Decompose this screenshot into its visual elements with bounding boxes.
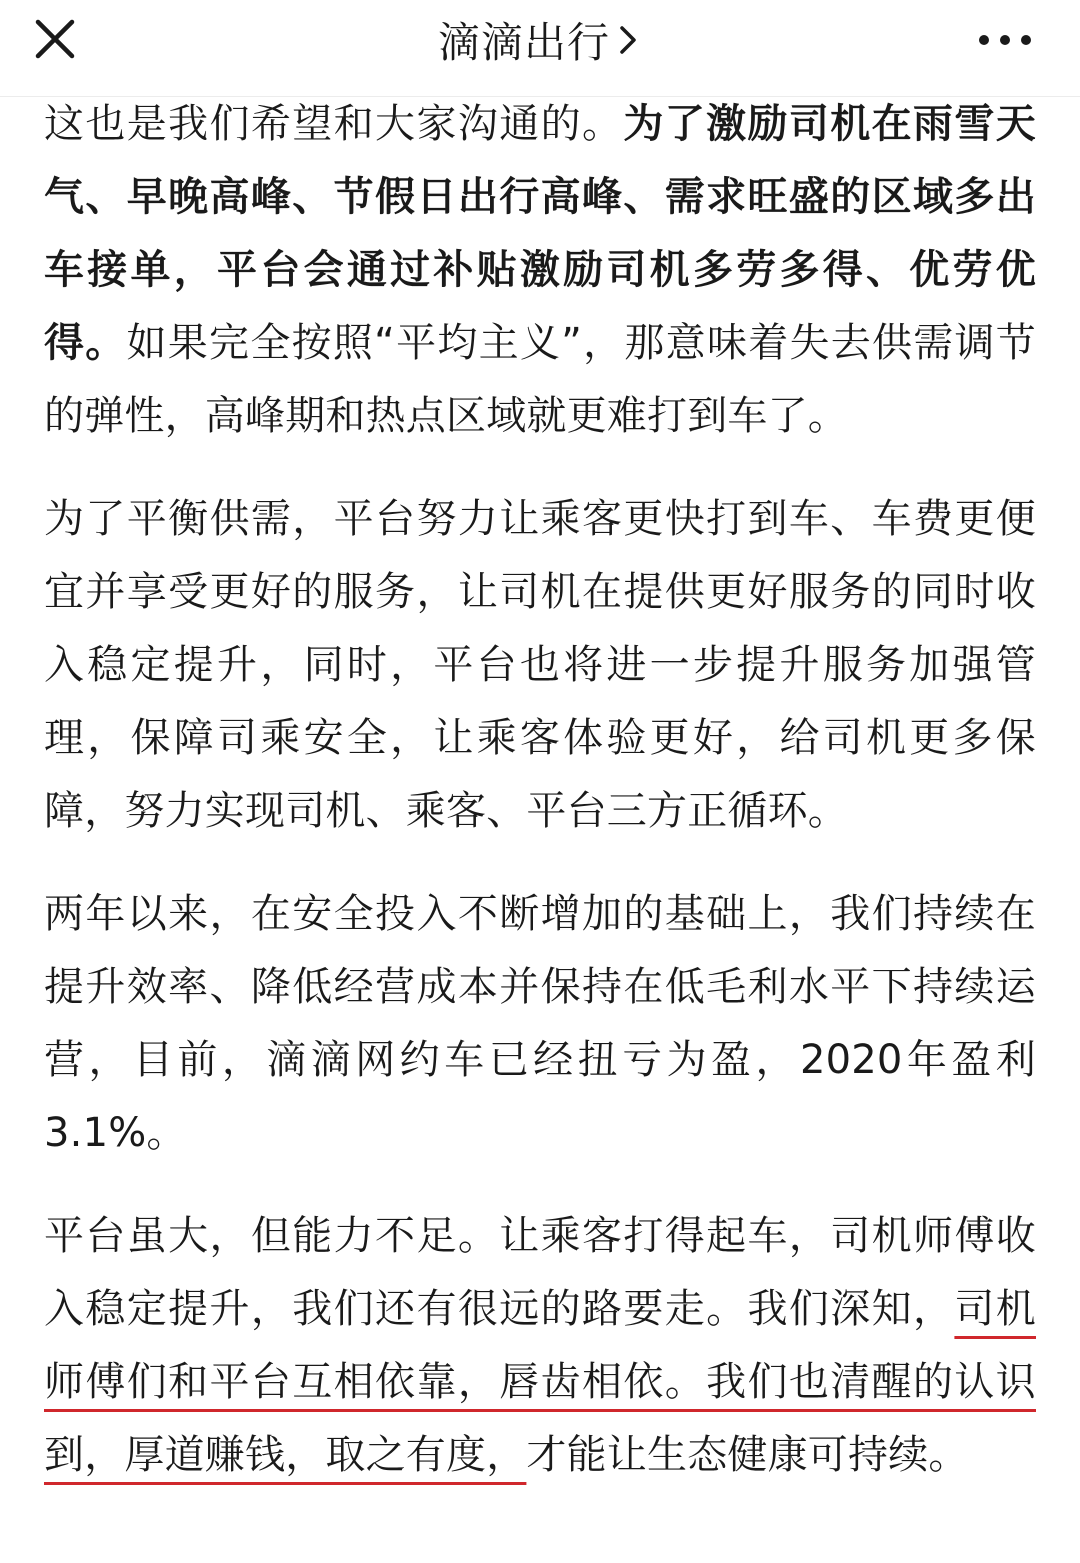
close-button[interactable]: [24, 8, 88, 72]
page-title: 滴滴出行: [437, 18, 610, 67]
paragraph-1: [44, 88, 1036, 453]
paragraph-4-tail-text: 才能让生态健康可持续。: [526, 1432, 969, 1478]
paragraph-4-text: 平台虽大，但能力不足。让乘客打得起车，司机师傅收入稳定提升，我们还有很远的路要走。我们深知，: [44, 1213, 1036, 1332]
close-icon: [24, 8, 88, 72]
more-dots-icon: [970, 10, 1040, 70]
chevron-right-icon: [614, 20, 642, 60]
top-bar: [0, 0, 1080, 97]
paragraph-1-tail-text: 如果完全按照“平均主义”，那意味着失去供需调节的弹性，高峰期和热点区域就更难打到车了。: [44, 320, 1036, 439]
paragraph-1-bold-text: 为了激励司机在雨雪天气、早晚高峰、节假日出行高峰、需求旺盛的区域多出车接单，平台会通过补贴激励司机多劳多得、优劳优得。: [44, 101, 1036, 366]
paragraph-2: 为了平衡供需，平台努力让乘客更快打到车、车费更便宜并享受更好的服务，让司机在提供更好服务的同时收入稳定提升，同时，平台也将进一步提升服务加强管理，保障司乘安全，让乘客体验更好，给司机更多保障，努力实现司机、乘客、平台三方正循环。: [44, 496, 1036, 834]
account-title-link[interactable]: [438, 10, 642, 70]
more-button[interactable]: [970, 10, 1040, 70]
paragraph-4-underlined-text: 司机师傅们和平台互相依靠，唇齿相依。我们也清醒的认识到，厚道赚钱，取之有度，: [44, 1286, 1036, 1478]
article-body: [44, 88, 1036, 1522]
paragraph-1-text: 这也是我们希望和大家沟通的。: [44, 101, 624, 147]
paragraph-4: [44, 1200, 1036, 1492]
paragraph-3: 两年以来，在安全投入不断增加的基础上，我们持续在提升效率、降低经营成本并保持在低毛利水平下持续运营，目前，滴滴网约车已经扭亏为盈，2020年盈利3.1%。: [44, 891, 1036, 1156]
